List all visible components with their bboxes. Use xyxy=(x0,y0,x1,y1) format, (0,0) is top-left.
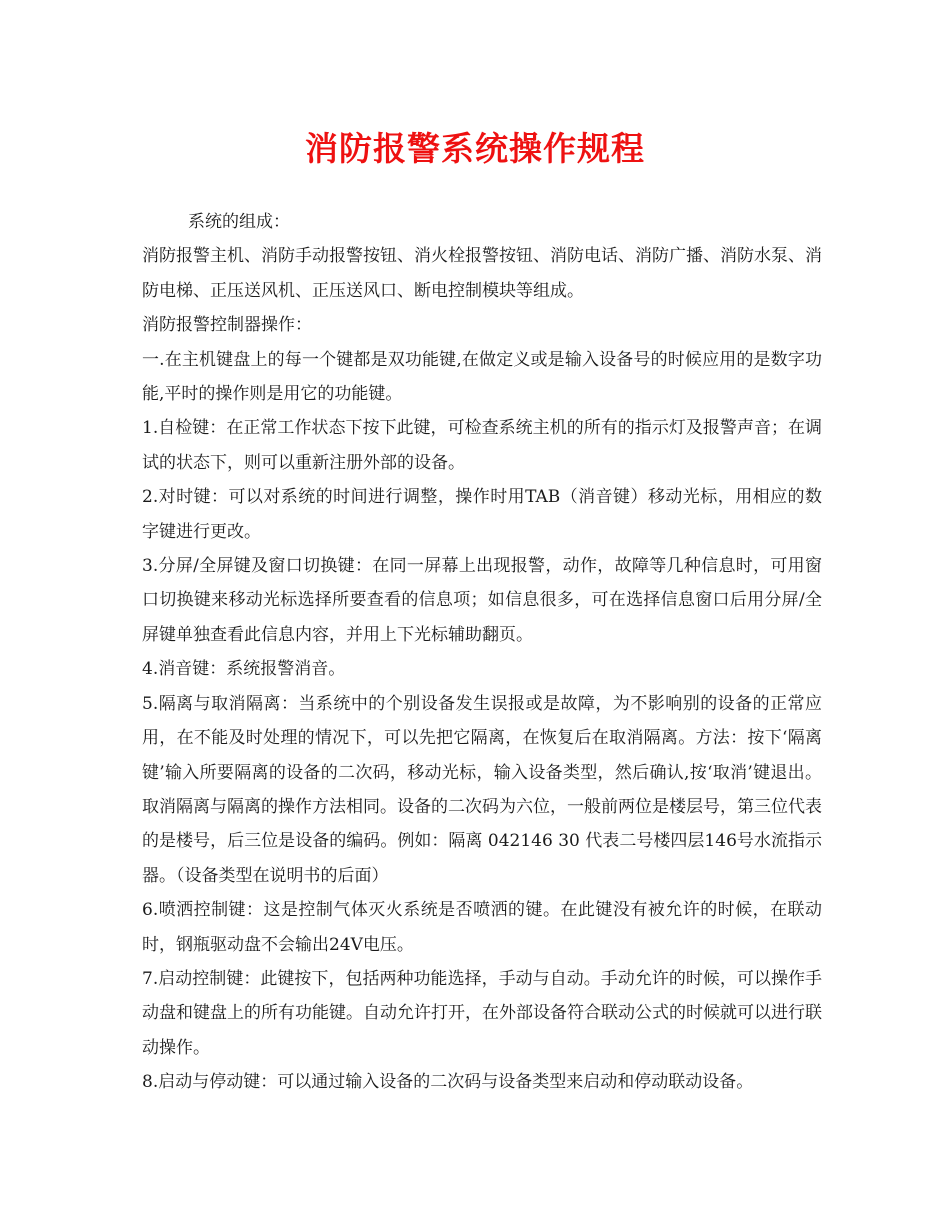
paragraph-spray-control-key: 6.喷洒控制键：这是控制气体灭火系统是否喷洒的键。在此键没有被允许的时候，在联动时，钢瓶驱动盘不会输出24V电压。 xyxy=(142,900,822,955)
paragraph-self-test-key: 1.自检键：在正常工作状态下按下此键，可检查系统主机的所有的指示灯及报警声音；在调试的状态下，则可以重新注册外部的设备。 xyxy=(142,418,822,473)
paragraph-system-components: 消防报警主机、消防手动报警按钮、消火栓报警按钮、消防电话、消防广播、消防水泵、消防电梯、正压送风机、正压送风口、断电控制模块等组成。 xyxy=(142,246,822,301)
paragraph-mute-key: 4.消音键：系统报警消音。 xyxy=(142,659,346,680)
paragraph-start-stop-key: 8.启动与停动键：可以通过输入设备的二次码与设备类型来启动和停动联动设备。 xyxy=(142,1072,754,1093)
paragraph-controller-operation-heading: 消防报警控制器操作： xyxy=(142,315,312,336)
paragraph-isolation: 5.隔离与取消隔离：当系统中的个别设备发生误报或是故障，为不影响别的设备的正常应用，在不能及时处理的情况下，可以先把它隔离，在恢复后在取消隔离。方法：按下‘隔离键’输入所要隔离的设备的二次码，移动光标，输入设备类型，然后确认,按‘取消’键退出。取消隔离与隔离的操作方法相同。设备的二次码为六位，一般前两位是楼层号，第三位代表的是楼号，后三位是设备的编码。例如：隔离 042146 30 代表二号楼四层146号水流指示器。（设备类型在说明书的后面） xyxy=(142,693,822,886)
document-body xyxy=(142,205,822,1100)
paragraph-system-composition-heading: 系统的组成： xyxy=(188,212,290,232)
paragraph-split-screen-key: 3.分屏/全屏键及窗口切换键：在同一屏幕上出现报警，动作，故障等几种信息时，可用窗口切换键来移动光标选择所要查看的信息项；如信息很多，可在选择信息窗口后用分屏/全屏键单独查看此信息内容，并用上下光标辅助翻页。 xyxy=(142,556,822,645)
paragraph-dual-function-keys: 一.在主机键盘上的每一个键都是双功能键,在做定义或是输入设备号的时候应用的是数字功能,平时的操作则是用它的功能键。 xyxy=(142,349,822,405)
document-title: 消防报警系统操作规程 xyxy=(305,129,645,168)
paragraph-start-control-key: 7.启动控制键：此键按下，包括两种功能选择，手动与自动。手动允许的时候，可以操作手动盘和键盘上的所有功能键。自动允许打开，在外部设备符合联动公式的时候就可以进行联动操作。 xyxy=(142,968,822,1058)
paragraph-time-set-key: 2.对时键：可以对系统的时间进行调整，操作时用TAB（消音键）移动光标，用相应的数字键进行更改。 xyxy=(142,487,822,542)
